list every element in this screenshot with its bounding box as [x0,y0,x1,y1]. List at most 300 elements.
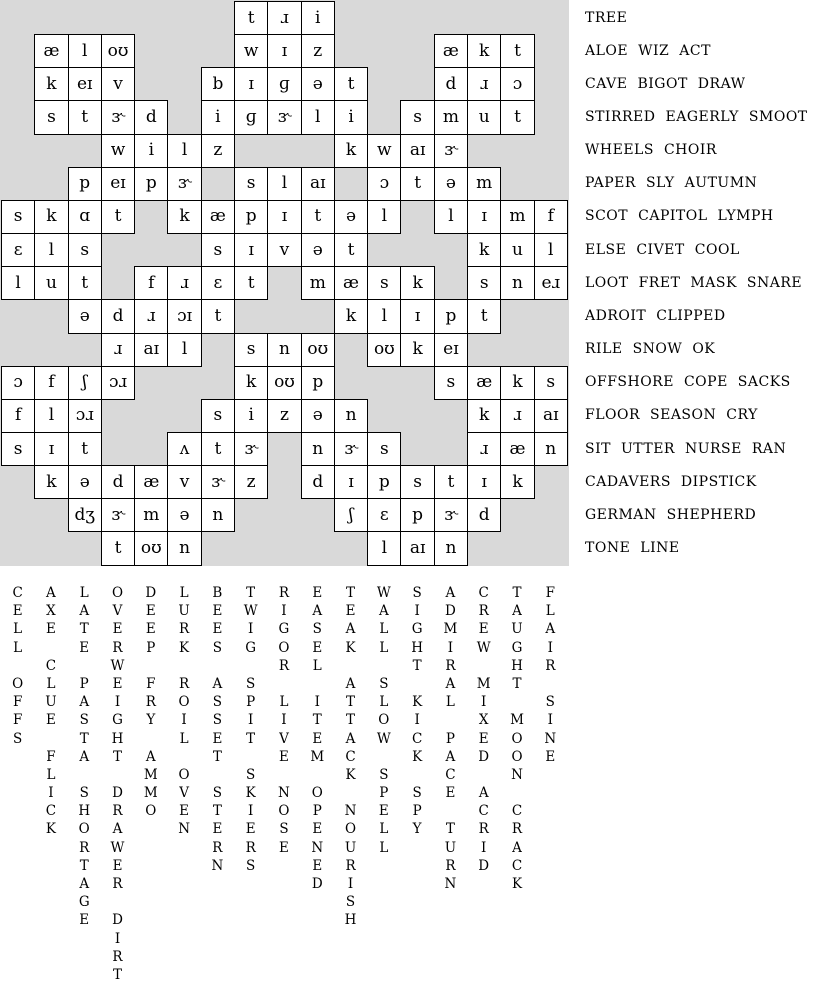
clue-letter: N [178,821,190,838]
clue-letter: K [345,766,356,783]
grid-cell: t [68,432,102,466]
clue-letter: C [45,657,57,674]
grid-cell: aɪ [301,167,335,201]
word-gap [334,657,368,675]
clue-letter: E [212,821,223,838]
clue-letter: E [12,603,23,620]
clue-word: OFFSHORE [585,374,674,391]
clue-letter: V [179,785,189,802]
grid-cell: s [234,167,268,201]
grid-cell: z [234,465,268,499]
clue-letter: R [112,639,123,656]
grid-cell: s [34,100,68,134]
clue-letter: L [79,585,89,601]
grid-cell: p [234,200,268,234]
clue-letter: F [46,748,56,765]
clue-word: LYMPH [717,208,774,225]
word-gap [167,748,201,766]
clue-word: SNARE [746,274,803,291]
grid-cell: u [34,266,68,300]
clue-letter: D [145,585,157,601]
grid-cell: z [301,34,335,68]
clue-letter: O [344,821,357,838]
clue-letter: L [445,694,455,711]
clue-letter: T [312,712,322,729]
clue-letter: T [212,748,222,765]
grid-cell: t [434,465,468,499]
clue-letter: R [445,857,456,874]
grid-cell: ɔɹ [101,366,135,400]
grid-cell: ɝ [201,465,235,499]
grid-cell: ɹ [267,1,301,35]
clue-letter: T [512,675,522,692]
clue-letter: C [45,803,57,820]
clue-letter: I [48,785,54,802]
clue-letter: K [245,785,256,802]
grid-cell: i [301,1,335,35]
across-clue [585,67,746,100]
clue-letter: A [312,603,323,620]
clue-letter: E [212,603,223,620]
grid-cell: s [400,100,434,134]
clue-letter: C [478,585,489,601]
grid-cell: aɪ [400,134,434,168]
across-clue [585,233,740,266]
clue-letter: O [178,694,190,711]
clue-letter: A [79,694,90,711]
clue-letter: O [178,766,190,783]
clue-word: DIPSTICK [680,473,757,490]
clue-letter: G [411,621,423,638]
clue-letter: W [243,603,258,620]
clue-letter: K [412,748,423,765]
grid-cell: l [534,233,568,267]
grid-cell: v [101,67,135,101]
clue-letter: K [179,639,190,656]
across-clue [585,399,758,432]
grid-cell: f [534,200,568,234]
clue-letter: W [110,657,125,674]
grid-cell: æ [467,366,501,400]
grid-cell: ɪ [400,299,434,333]
clue-letter: O [278,639,290,656]
clue-letter: I [481,694,487,711]
word-gap [67,657,101,675]
clue-letter: L [379,694,389,711]
clue-word: TONE [585,539,631,556]
clue-letter: P [79,675,89,692]
clue-letter: N [511,766,523,783]
clue-letter: L [545,603,555,620]
grid-cell: ɔ [1,366,35,400]
clue-letter: G [278,621,290,638]
clue-letter: L [179,730,189,747]
clue-letter: R [212,839,223,856]
clue-letter: D [112,912,123,929]
clue-letter: R [478,821,489,838]
clue-word: CRY [726,407,758,424]
grid-cell: t [201,432,235,466]
grid-cell: s [367,432,401,466]
grid-cell: æ [434,34,468,68]
grid-cell: oʊ [367,333,401,367]
clue-letter: S [345,894,356,911]
down-clue-column [334,584,368,930]
grid-cell: eɪ [434,333,468,367]
across-clue [585,498,756,531]
clue-letter: O [511,730,523,747]
clue-letter: L [13,621,23,638]
across-clue [585,432,786,465]
clue-letter: S [212,694,222,711]
clue-letter: E [145,603,156,620]
grid-cell: t [334,67,368,101]
grid-cell: æ [201,200,235,234]
clue-letter: I [114,930,121,947]
word-gap [34,730,68,748]
clue-letter: E [79,639,90,656]
clue-word: FRET [638,274,681,291]
grid-cell: oʊ [101,34,135,68]
word-gap [200,657,234,675]
clue-letter: A [512,603,522,620]
down-clue-column [433,584,467,893]
clue-word: ACT [679,42,711,59]
clue-letter: T [412,657,422,674]
clue-letter: I [414,712,420,729]
clue-letter: M [310,748,325,765]
clue-letter: I [281,603,287,620]
grid-cell: l [367,531,401,565]
grid-cell: ɪ [334,465,368,499]
clue-letter: E [478,621,489,638]
grid-cell: ɪ [267,34,301,68]
clue-letter: E [312,821,323,838]
grid-cell: ɔɹ [68,399,102,433]
clue-letter: E [212,730,223,747]
grid-cell: l [34,399,68,433]
across-clue [585,34,711,67]
clue-letter: I [414,603,420,620]
clue-letter: E [279,748,289,765]
grid-cell: n [267,333,301,367]
down-clue-column [533,584,567,766]
clue-letter: C [12,585,23,601]
down-clue-column [1,584,35,748]
clue-letter: G [245,639,257,656]
clue-letter: U [344,839,357,856]
grid-cell: v [167,465,201,499]
clue-letter: A [545,621,556,638]
word-gap [67,766,101,784]
clue-letter: S [212,712,222,729]
clue-letter: I [347,876,354,892]
clue-letter: R [445,657,456,674]
clue-letter: E [478,730,489,747]
clue-letter: P [146,639,156,656]
clue-letter: S [246,857,256,874]
clue-letter: A [512,839,522,856]
grid-cell: æ [34,34,68,68]
clue-letter: T [79,621,89,638]
clue-letter: E [279,839,289,856]
word-gap [167,657,201,675]
clue-letter: D [112,785,123,802]
grid-cell: t [500,34,534,68]
puzzle-grid [0,0,569,566]
clue-word: EAGERLY [665,109,739,125]
grid-cell: ɹ [134,299,168,333]
word-gap [400,675,434,693]
clue-letter: E [179,803,190,820]
across-clue [585,266,802,299]
grid-cell: n [301,432,335,466]
grid-cell: s [234,333,268,367]
grid-cell: m [434,100,468,134]
grid-cell: ɝ [101,100,135,134]
grid-cell: ʌ [167,432,201,466]
grid-cell: n [334,399,368,433]
word-gap [101,766,135,784]
clue-word: LOOT [585,274,629,291]
clue-word: CAPITOL [638,208,708,225]
grid-cell: dʒ [68,498,102,532]
clue-letter: N [211,857,224,874]
grid-cell: l [34,233,68,267]
clue-letter: S [412,785,422,802]
grid-cell: d [467,498,501,532]
word-gap [234,657,268,675]
grid-cell: l [1,266,35,300]
clue-letter: X [46,603,56,620]
word-gap [433,711,467,729]
word-gap [367,748,401,766]
clue-word: SHEPHERD [666,506,757,523]
grid-cell: k [34,200,68,234]
down-clue-column [267,584,301,857]
clue-word: BIGOT [637,75,688,92]
clue-letter: H [411,639,424,656]
word-gap [433,802,467,820]
grid-cell: ɡ [234,100,268,134]
clue-letter: R [278,657,290,674]
clue-letter: D [478,857,490,874]
clue-letter: F [12,712,23,729]
clue-letter: T [246,730,256,747]
clue-letter: F [12,694,23,711]
clue-letter: T [112,748,122,765]
grid-cell: p [301,366,335,400]
clue-letter: S [13,730,23,747]
clue-letter: I [114,694,121,711]
clue-letter: N [444,876,457,892]
clue-letter: A [445,585,456,601]
grid-cell: æ [500,432,534,466]
grid-cell: m [134,498,168,532]
clue-letter: M [443,621,458,638]
clue-letter: V [112,603,123,620]
grid-cell: ə [334,200,368,234]
clue-letter: U [444,839,457,856]
clue-letter: P [312,803,322,820]
clue-letter: N [311,839,324,856]
grid-cell: t [68,100,102,134]
clue-letter: T [346,712,356,729]
clue-letter: C [445,766,456,783]
clue-letter: T [445,821,455,838]
clue-letter: O [145,803,157,820]
clue-letter: Y [146,712,156,729]
grid-cell: ɝ [101,498,135,532]
clue-letter: T [346,694,356,711]
grid-cell: n [167,531,201,565]
grid-cell: d [134,100,168,134]
clue-letter: A [79,603,90,620]
grid-cell: l [367,299,401,333]
grid-cell: k [467,399,501,433]
clue-letter: V [279,730,289,747]
grid-cell: s [534,366,568,400]
grid-cell: ɡ [267,67,301,101]
clue-letter: A [212,675,223,692]
clue-word: STIRRED [585,109,656,125]
word-gap [234,748,268,766]
clue-word: UTTER [620,440,675,457]
clue-letter: H [111,730,124,747]
clue-letter: O [111,585,124,601]
clue-word: OK [692,341,716,358]
clue-word: RAN [751,440,787,457]
grid-cell: aɪ [134,333,168,367]
clue-letter: R [179,675,190,692]
clue-letter: A [145,748,156,765]
grid-cell: u [500,233,534,267]
clue-letter: F [545,585,555,601]
grid-cell: k [167,200,201,234]
grid-cell: k [34,465,68,499]
grid-cell: ɪ [34,432,68,466]
clue-letter: C [511,857,523,874]
grid-cell: ɔ [500,67,534,101]
word-gap [400,766,434,784]
clue-letter: E [112,621,123,638]
grid-cell: f [134,266,168,300]
grid-cell: l [367,200,401,234]
grid-cell: t [234,266,268,300]
grid-cell: k [234,366,268,400]
clue-letter: C [411,730,423,747]
clue-letter: I [181,712,187,729]
grid-cell: k [500,465,534,499]
grid-cell: l [267,167,301,201]
clue-letter: A [345,675,356,692]
grid-cell: s [201,233,235,267]
clue-letter: R [511,821,523,838]
word-gap [267,766,301,784]
clue-letter: I [547,712,553,729]
grid-cell: eɹ [534,266,568,300]
clue-letter: S [246,675,256,692]
clue-word: AUTUMN [684,175,758,192]
clue-letter: W [476,639,491,656]
clue-letter: K [412,694,423,711]
grid-cell: t [467,299,501,333]
clue-letter: I [314,694,320,711]
grid-cell: k [400,333,434,367]
grid-cell: w [101,134,135,168]
clue-letter: M [143,766,158,783]
clue-letter: E [312,857,323,874]
grid-cell: m [500,200,534,234]
clue-word: ADROIT [585,307,647,324]
down-clue-column [367,584,401,857]
word-gap [134,730,168,748]
clue-letter: E [145,621,156,638]
across-clue [585,1,627,34]
clue-letter: N [278,785,290,802]
clue-letter: T [79,730,89,747]
grid-cell: ɝ [267,100,301,134]
down-clue-column [101,584,135,984]
grid-cell: p [134,167,168,201]
clue-letter: L [379,839,389,856]
grid-cell: ɪ [467,200,501,234]
clue-letter: M [143,785,158,802]
clue-letter: A [79,876,90,892]
down-clue-column [400,584,434,839]
grid-cell: ɹ [467,67,501,101]
clue-letter: T [212,803,222,820]
grid-cell: ɝ [434,134,468,168]
clue-letter: R [112,948,123,965]
grid-cell: i [334,100,368,134]
clue-letter: I [281,712,287,729]
clue-letter: D [311,876,323,892]
grid-cell: s [201,399,235,433]
clue-letter: W [376,730,391,747]
clue-letter: R [145,694,156,711]
word-gap [500,784,534,802]
grid-cell: ɪ [267,200,301,234]
grid-cell: t [101,531,135,565]
word-gap [34,639,68,657]
clue-letter: L [46,766,56,783]
word-gap [334,784,368,802]
clue-letter: L [379,821,389,838]
clue-word: WIZ [638,42,670,59]
clue-letter: L [13,639,23,656]
grid-cell: f [34,366,68,400]
clue-letter: H [511,657,523,674]
word-gap [1,657,35,675]
clue-letter: R [79,839,90,856]
across-clue [585,366,791,399]
grid-cell: s [1,432,35,466]
clue-letter: T [112,966,122,983]
grid-cell: t [334,233,368,267]
word-gap [267,675,301,693]
word-gap [300,675,334,693]
grid-cell: s [1,200,35,234]
clue-letter: P [412,803,422,820]
grid-cell: l [301,100,335,134]
grid-cell: b [201,67,235,101]
clue-letter: S [246,766,256,783]
clue-letter: T [346,585,356,601]
clue-letter: S [79,712,89,729]
grid-cell: eɪ [101,167,135,201]
grid-cell: l [167,134,201,168]
